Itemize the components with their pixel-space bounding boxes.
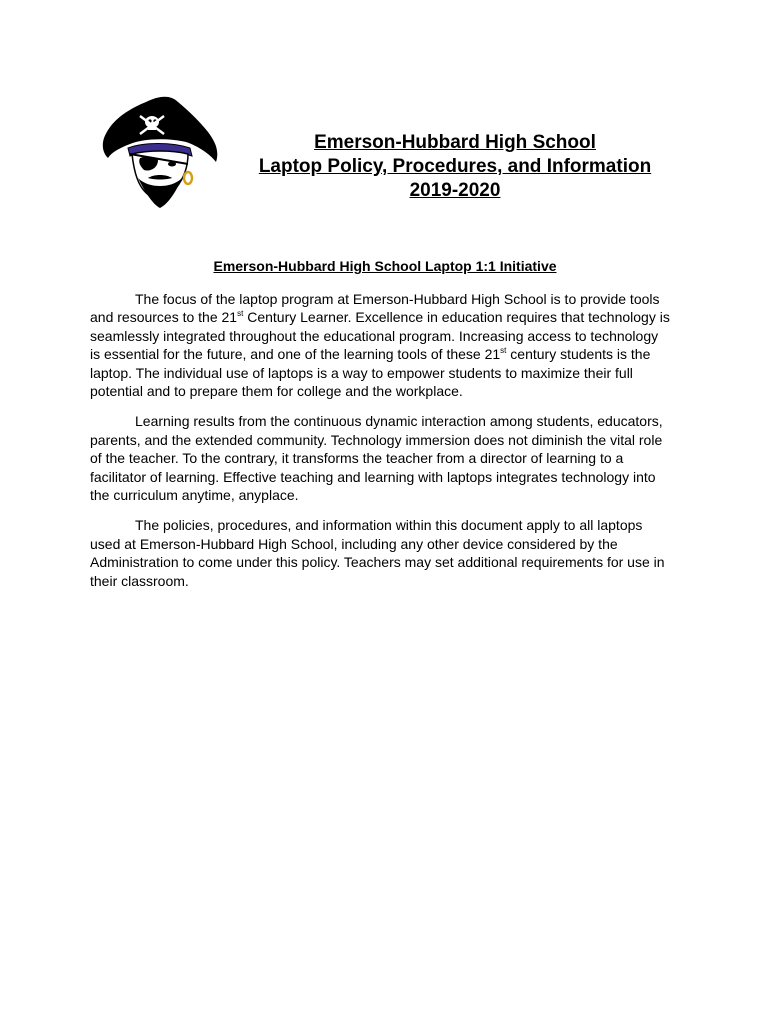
section-heading: Emerson-Hubbard High School Laptop 1:1 Initiative <box>213 258 557 274</box>
superscript-st: st <box>500 346 507 356</box>
paragraph-policies: The policies, procedures, and information within this document apply to all laptops used at Emerson-Hubbard High School, including any other device considered by the Administration to come under this policy. Teachers may set additional requirements for use in their classroom. <box>90 517 665 589</box>
superscript-st: st <box>237 309 244 319</box>
pirate-mascot-icon <box>100 92 224 212</box>
paragraph-focus-text-3: century students is the laptop. The individual use of laptops is a way to empower students to maximize their full potential and to prepare them for college and the workplace. <box>90 346 651 400</box>
paragraph-focus-text-1: The focus of the laptop program at Emerson-Hubbard High School is to provide tools and resources to the 21 <box>90 291 660 326</box>
school-year: 2019-2020 <box>409 180 501 201</box>
paragraph-focus <box>90 290 670 400</box>
policy-subtitle: Laptop Policy, Procedures, and Information <box>258 156 652 177</box>
document-body <box>90 290 670 602</box>
school-name: Emerson-Hubbard High School <box>314 132 596 153</box>
paragraph-focus-text-2: Century Learner. Excellence in education requires that technology is seamlessly integrated throughout the educational program. Increasing access to technology is essential for the future, and one of the learning tools of these 21 <box>90 309 670 363</box>
document-title <box>230 131 680 203</box>
paragraph-learning: Learning results from the continuous dynamic interaction among students, educators, parents, and the extended community. Technology immersion does not diminish the vital role of the teacher. To the contrary, it transforms the teacher from a director of learning to a facilitator of learning. Effective teaching and learning with laptops integrates technology into the curriculum anytime, anyplace. <box>90 413 663 504</box>
